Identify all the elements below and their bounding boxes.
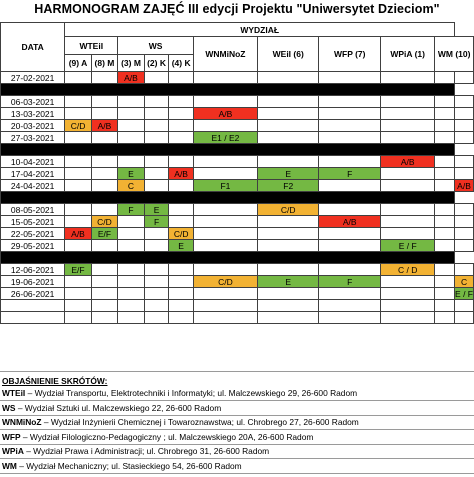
session-cell: F — [118, 204, 145, 216]
session-cell: A/B — [193, 108, 257, 120]
legend-item — [2, 446, 269, 457]
session-cell: A/B — [169, 168, 194, 180]
empty-cell — [455, 204, 474, 216]
legend-text: – Wydział Filologiczno-Pedagogiczny ; ul. Malczewskiego 20A, 26-600 Radom — [20, 431, 314, 442]
empty-cell — [435, 288, 455, 300]
empty-cell — [193, 240, 257, 252]
empty-cell — [65, 72, 91, 84]
session-cell: E/F — [65, 264, 91, 276]
schedule-row — [1, 228, 474, 240]
schedule-row — [1, 72, 474, 84]
empty-cell — [65, 300, 91, 312]
empty-cell — [91, 312, 118, 324]
empty-cell — [91, 240, 118, 252]
session-cell: C — [118, 180, 145, 192]
empty-cell — [118, 240, 145, 252]
date-cell: 17-04-2021 — [1, 168, 65, 180]
empty-cell — [65, 276, 91, 288]
empty-cell — [118, 264, 145, 276]
session-cell: E — [257, 168, 319, 180]
empty-cell — [91, 96, 118, 108]
legend-divider — [0, 415, 474, 416]
faculty-ws: WS — [118, 37, 194, 55]
session-cell: F — [319, 168, 381, 180]
empty-cell — [193, 300, 257, 312]
empty-cell — [91, 168, 118, 180]
empty-cell — [169, 300, 194, 312]
empty-cell — [435, 264, 455, 276]
legend-text: – Wydział Mechaniczny; ul. Stasieckiego 54, 26-600 Radom — [16, 460, 242, 471]
session-cell: E — [169, 240, 194, 252]
empty-cell — [118, 300, 145, 312]
legend-abbr: WPiA — [2, 446, 24, 456]
empty-cell — [435, 300, 455, 312]
empty-cell — [319, 108, 381, 120]
empty-cell — [169, 264, 194, 276]
empty-cell — [380, 216, 434, 228]
legend-abbr: WFP — [2, 431, 21, 442]
empty-cell — [193, 72, 257, 84]
date-cell: 26-06-2021 — [1, 288, 65, 300]
session-cell: C/D — [91, 216, 118, 228]
empty-cell — [435, 312, 455, 324]
empty-cell — [435, 276, 455, 288]
legend-divider — [0, 429, 474, 430]
schedule-row — [1, 288, 474, 300]
empty-cell — [435, 168, 455, 180]
empty-cell — [169, 156, 194, 168]
empty-cell — [169, 108, 194, 120]
empty-cell — [380, 120, 434, 132]
empty-cell — [118, 108, 145, 120]
empty-cell — [319, 312, 381, 324]
faculty-wnminoz: WNMiNoZ — [193, 37, 257, 72]
empty-cell — [144, 240, 169, 252]
session-cell: F1 — [193, 180, 257, 192]
legend-abbr: WS — [2, 402, 16, 413]
empty-cell — [435, 96, 455, 108]
session-cell: E/F — [91, 228, 118, 240]
empty-cell — [435, 240, 455, 252]
date-cell: 27-03-2021 — [1, 132, 65, 144]
legend-text: – Wydział Transportu, Elektrotechniki i Informatyki; ul. Malczewskiego 29, 26-600 Radom — [25, 388, 358, 398]
empty-cell — [65, 312, 91, 324]
empty-cell — [118, 216, 145, 228]
empty-cell — [257, 132, 319, 144]
empty-cell — [65, 96, 91, 108]
empty-cell — [65, 156, 91, 168]
empty-cell — [380, 288, 434, 300]
empty-cell — [65, 168, 91, 180]
empty-cell — [380, 108, 434, 120]
empty-cell — [455, 228, 474, 240]
empty-cell — [257, 300, 319, 312]
empty-cell — [257, 120, 319, 132]
empty-cell — [319, 204, 381, 216]
empty-cell — [380, 276, 434, 288]
empty-cell — [193, 288, 257, 300]
empty-cell — [380, 204, 434, 216]
session-cell: C/D — [193, 276, 257, 288]
empty-cell — [319, 180, 381, 192]
empty-cell — [455, 240, 474, 252]
empty-cell — [193, 168, 257, 180]
empty-cell — [435, 180, 455, 192]
schedule-row — [1, 108, 474, 120]
empty-cell — [144, 156, 169, 168]
session-cell: E1 / E2 — [193, 132, 257, 144]
session-cell: E / F — [380, 240, 434, 252]
empty-cell — [169, 288, 194, 300]
group-header: (4) K — [169, 55, 194, 72]
empty-cell — [169, 204, 194, 216]
empty-cell — [257, 240, 319, 252]
empty-cell — [319, 240, 381, 252]
faculty-weii: WEiI (6) — [257, 37, 319, 72]
empty-cell — [169, 72, 194, 84]
empty-cell — [319, 96, 381, 108]
schedule-row — [1, 96, 474, 108]
empty-cell — [319, 120, 381, 132]
empty-cell — [319, 264, 381, 276]
empty-cell — [144, 300, 169, 312]
empty-cell — [91, 180, 118, 192]
faculty-wteii: WTEiI — [65, 37, 118, 55]
session-cell: E — [118, 168, 145, 180]
group-header: (8) M — [91, 55, 118, 72]
empty-cell — [435, 156, 455, 168]
empty-cell — [435, 132, 455, 144]
empty-cell — [91, 204, 118, 216]
empty-cell — [169, 312, 194, 324]
empty-cell — [144, 72, 169, 84]
session-cell: C — [455, 276, 474, 288]
empty-cell — [118, 276, 145, 288]
empty-cell — [319, 132, 381, 144]
empty-cell — [144, 264, 169, 276]
date-column-header: DATA — [1, 23, 65, 72]
legend-abbr: WM — [2, 460, 17, 471]
empty-cell — [169, 276, 194, 288]
schedule-row — [1, 156, 474, 168]
empty-cell — [193, 312, 257, 324]
schedule-row — [1, 180, 474, 192]
empty-cell — [193, 264, 257, 276]
empty-cell — [257, 72, 319, 84]
date-cell: 22-05-2021 — [1, 228, 65, 240]
schedule-row — [1, 216, 474, 228]
empty-cell — [257, 228, 319, 240]
empty-cell — [91, 156, 118, 168]
empty-cell — [118, 156, 145, 168]
empty-cell — [455, 72, 474, 84]
session-cell: C/D — [65, 120, 91, 132]
empty-cell — [435, 120, 455, 132]
session-cell: A/B — [118, 72, 145, 84]
empty-cell — [193, 96, 257, 108]
faculty-wfp: WFP (7) — [319, 37, 381, 72]
group-header: (3) M — [118, 55, 145, 72]
empty-cell — [380, 228, 434, 240]
session-cell: C/D — [257, 204, 319, 216]
empty-cell — [169, 180, 194, 192]
schedule-row — [1, 204, 474, 216]
group-header: (9) A — [65, 55, 91, 72]
legend-item — [2, 388, 357, 399]
empty-cell — [435, 216, 455, 228]
empty-cell — [118, 228, 145, 240]
separator-bar — [1, 192, 455, 204]
empty-cell — [257, 264, 319, 276]
schedule-table — [0, 22, 474, 324]
separator-bar — [1, 252, 455, 264]
date-cell: 19-06-2021 — [1, 276, 65, 288]
empty-cell — [144, 132, 169, 144]
legend-divider — [0, 371, 474, 372]
separator-row — [1, 192, 474, 204]
session-cell: A/B — [319, 216, 381, 228]
empty-cell — [91, 72, 118, 84]
schedule-row — [1, 276, 474, 288]
legend-item — [2, 417, 359, 428]
empty-cell — [455, 312, 474, 324]
empty-cell — [257, 312, 319, 324]
legend-item — [2, 403, 221, 414]
empty-cell — [65, 132, 91, 144]
legend-text: – Wydział Sztuki ul. Malczewskiego 22, 26-600 Radom — [15, 402, 222, 413]
empty-cell — [319, 228, 381, 240]
session-cell: E — [257, 276, 319, 288]
faculty-wm: WM (10) — [435, 37, 474, 72]
empty-cell — [118, 96, 145, 108]
empty-cell — [380, 132, 434, 144]
empty-cell — [435, 228, 455, 240]
separator-row — [1, 84, 474, 96]
date-cell — [1, 300, 65, 312]
empty-cell — [169, 96, 194, 108]
date-cell: 27-02-2021 — [1, 72, 65, 84]
empty-cell — [455, 96, 474, 108]
empty-cell — [65, 180, 91, 192]
legend-item — [2, 461, 242, 472]
empty-cell — [380, 180, 434, 192]
session-cell: A/B — [455, 180, 474, 192]
separator-bar — [1, 84, 455, 96]
schedule-row — [1, 300, 474, 312]
schedule-row — [1, 312, 474, 324]
empty-cell — [91, 276, 118, 288]
session-cell: E — [144, 204, 169, 216]
empty-cell — [455, 264, 474, 276]
session-cell: F2 — [257, 180, 319, 192]
empty-cell — [65, 288, 91, 300]
faculty-wpia: WPiA (1) — [380, 37, 434, 72]
empty-cell — [193, 216, 257, 228]
session-cell: F — [144, 216, 169, 228]
empty-cell — [435, 204, 455, 216]
empty-cell — [91, 288, 118, 300]
date-cell: 10-04-2021 — [1, 156, 65, 168]
empty-cell — [319, 288, 381, 300]
empty-cell — [65, 216, 91, 228]
date-cell: 13-03-2021 — [1, 108, 65, 120]
empty-cell — [65, 204, 91, 216]
empty-cell — [118, 132, 145, 144]
empty-cell — [65, 240, 91, 252]
schedule-row — [1, 264, 474, 276]
legend-title: OBJAŚNIENIE SKRÓTÓW: — [2, 376, 108, 386]
date-cell: 12-06-2021 — [1, 264, 65, 276]
empty-cell — [455, 156, 474, 168]
empty-cell — [319, 156, 381, 168]
session-cell: F — [319, 276, 381, 288]
empty-cell — [193, 120, 257, 132]
schedule-row — [1, 168, 474, 180]
empty-cell — [455, 108, 474, 120]
empty-cell — [257, 156, 319, 168]
empty-cell — [169, 132, 194, 144]
group-header: (2) K — [144, 55, 169, 72]
empty-cell — [144, 168, 169, 180]
legend-abbr: WNMiNoZ — [2, 417, 42, 427]
empty-cell — [91, 108, 118, 120]
empty-cell — [380, 312, 434, 324]
legend-abbr: WTEiI — [2, 388, 26, 398]
empty-cell — [144, 228, 169, 240]
legend-divider — [0, 444, 474, 445]
empty-cell — [144, 108, 169, 120]
empty-cell — [380, 300, 434, 312]
empty-cell — [193, 228, 257, 240]
separator-bar — [1, 144, 455, 156]
empty-cell — [319, 300, 381, 312]
empty-cell — [193, 156, 257, 168]
empty-cell — [455, 168, 474, 180]
legend-text: – Wydział Inżynierii Chemicznej i Towaroznawstwa; ul. Chrobrego 27, 26-600 Radom — [41, 417, 359, 427]
legend-divider — [0, 458, 474, 459]
empty-cell — [257, 96, 319, 108]
empty-cell — [380, 96, 434, 108]
empty-cell — [144, 276, 169, 288]
empty-cell — [144, 312, 169, 324]
empty-cell — [380, 168, 434, 180]
empty-cell — [380, 72, 434, 84]
date-cell: 08-05-2021 — [1, 204, 65, 216]
empty-cell — [169, 120, 194, 132]
empty-cell — [455, 120, 474, 132]
empty-cell — [144, 120, 169, 132]
session-cell: A/B — [65, 228, 91, 240]
empty-cell — [455, 132, 474, 144]
session-cell: C / D — [380, 264, 434, 276]
empty-cell — [91, 264, 118, 276]
legend-divider — [0, 400, 474, 401]
legend-item — [2, 432, 313, 443]
empty-cell — [257, 108, 319, 120]
empty-cell — [144, 288, 169, 300]
empty-cell — [144, 180, 169, 192]
empty-cell — [65, 108, 91, 120]
faculty-header: WYDZIAŁ — [65, 23, 455, 37]
empty-cell — [144, 96, 169, 108]
empty-cell — [91, 300, 118, 312]
legend-divider — [0, 473, 474, 474]
page-title: HARMONOGRAM ZAJĘĆ III edycji Projektu "Uniwersytet Dzieciom" — [34, 2, 440, 16]
date-cell — [1, 312, 65, 324]
date-cell: 15-05-2021 — [1, 216, 65, 228]
empty-cell — [169, 216, 194, 228]
empty-cell — [455, 300, 474, 312]
session-cell: A/B — [380, 156, 434, 168]
empty-cell — [435, 108, 455, 120]
schedule-row — [1, 240, 474, 252]
date-cell: 29-05-2021 — [1, 240, 65, 252]
session-cell: C/D — [169, 228, 194, 240]
session-cell: E / F — [455, 288, 473, 299]
empty-cell — [319, 72, 381, 84]
schedule-row — [1, 120, 474, 132]
empty-cell — [193, 204, 257, 216]
empty-cell — [257, 216, 319, 228]
empty-cell — [118, 312, 145, 324]
date-cell: 24-04-2021 — [1, 180, 65, 192]
empty-cell — [118, 288, 145, 300]
date-cell: 06-03-2021 — [1, 96, 65, 108]
empty-cell — [257, 288, 319, 300]
legend-text: – Wydział Prawa i Administracji; ul. Chrobrego 31, 26-600 Radom — [23, 446, 270, 456]
schedule-row — [1, 132, 474, 144]
empty-cell — [91, 132, 118, 144]
empty-cell — [118, 120, 145, 132]
empty-cell — [435, 72, 455, 84]
separator-row — [1, 252, 474, 264]
empty-cell — [455, 216, 474, 228]
separator-row — [1, 144, 474, 156]
session-cell: A/B — [91, 120, 118, 132]
date-cell: 20-03-2021 — [1, 120, 65, 132]
